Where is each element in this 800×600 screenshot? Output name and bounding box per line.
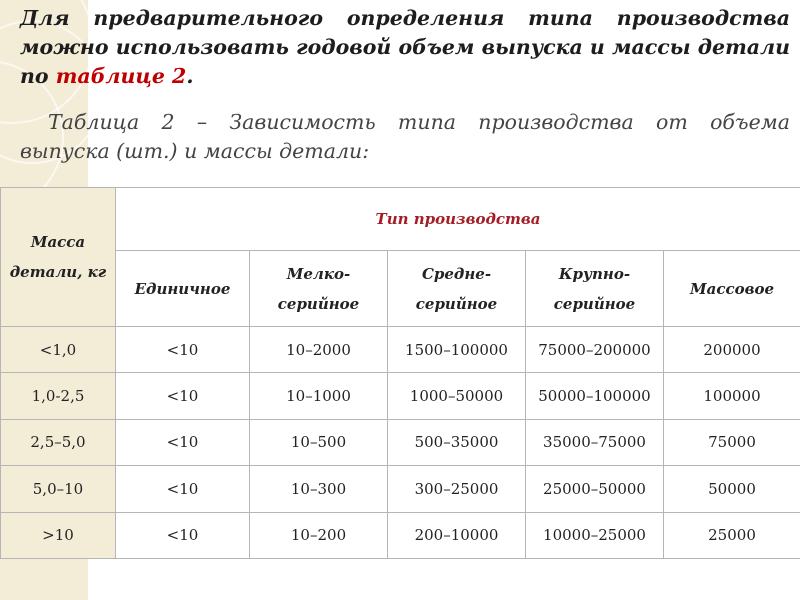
mass-header: Масса детали, кг	[1, 188, 116, 327]
value-cell: 100000	[664, 373, 800, 419]
value-cell: 75000–200000	[526, 327, 664, 373]
value-cell: <10	[116, 327, 250, 373]
caption-line-1	[20, 108, 790, 137]
value-cell: 10–2000	[250, 327, 388, 373]
value-cell: 10–200	[250, 512, 388, 558]
table-row	[1, 327, 800, 373]
value-cell: 200000	[664, 327, 800, 373]
column-header: Массовое	[664, 251, 800, 327]
caption-word: от	[656, 110, 688, 134]
value-cell: <10	[116, 512, 250, 558]
value-cell: <10	[116, 373, 250, 419]
caption-word: типа	[397, 110, 456, 134]
value-cell: <10	[116, 466, 250, 512]
value-cell: 50000	[664, 466, 800, 512]
caption-word: объема	[710, 110, 790, 134]
table-caption	[20, 108, 790, 166]
production-type-table	[0, 187, 800, 559]
intro-text: Для предварительного определения типа производства можно использовать годовой объем выпуска и массы детали по	[20, 6, 790, 88]
intro-paragraph	[20, 4, 790, 91]
value-cell: 500–35000	[388, 419, 526, 465]
caption-word: производства	[478, 110, 634, 134]
value-cell: 200–10000	[388, 512, 526, 558]
intro-end: .	[186, 64, 194, 88]
caption-word: Зависимость	[229, 110, 376, 134]
column-header: Средне-серийное	[388, 251, 526, 327]
caption-line-2: выпуска (шт.) и массы детали:	[20, 139, 370, 163]
value-cell: 10–1000	[250, 373, 388, 419]
column-header: Единичное	[116, 251, 250, 327]
table-row	[1, 373, 800, 419]
value-cell: 75000	[664, 419, 800, 465]
value-cell: 25000–50000	[526, 466, 664, 512]
mass-cell: 1,0-2,5	[1, 373, 116, 419]
value-cell: 1000–50000	[388, 373, 526, 419]
caption-word: 2	[161, 110, 175, 134]
value-cell: 10–300	[250, 466, 388, 512]
caption-word: –	[196, 110, 208, 134]
caption-word: Таблица	[48, 110, 140, 134]
value-cell: 1500–100000	[388, 327, 526, 373]
column-header: Мелко-серийное	[250, 251, 388, 327]
mass-cell: <1,0	[1, 327, 116, 373]
table-row	[1, 512, 800, 558]
value-cell: <10	[116, 419, 250, 465]
table-row	[1, 419, 800, 465]
value-cell: 35000–75000	[526, 419, 664, 465]
production-type-header: Тип производства	[116, 188, 800, 251]
value-cell: 50000–100000	[526, 373, 664, 419]
mass-cell: 2,5–5,0	[1, 419, 116, 465]
value-cell: 300–25000	[388, 466, 526, 512]
value-cell: 10000–25000	[526, 512, 664, 558]
mass-cell: >10	[1, 512, 116, 558]
mass-cell: 5,0–10	[1, 466, 116, 512]
value-cell: 25000	[664, 512, 800, 558]
column-header: Крупно-серийное	[526, 251, 664, 327]
value-cell: 10–500	[250, 419, 388, 465]
table-row	[1, 466, 800, 512]
table-reference: таблице 2	[55, 64, 187, 88]
